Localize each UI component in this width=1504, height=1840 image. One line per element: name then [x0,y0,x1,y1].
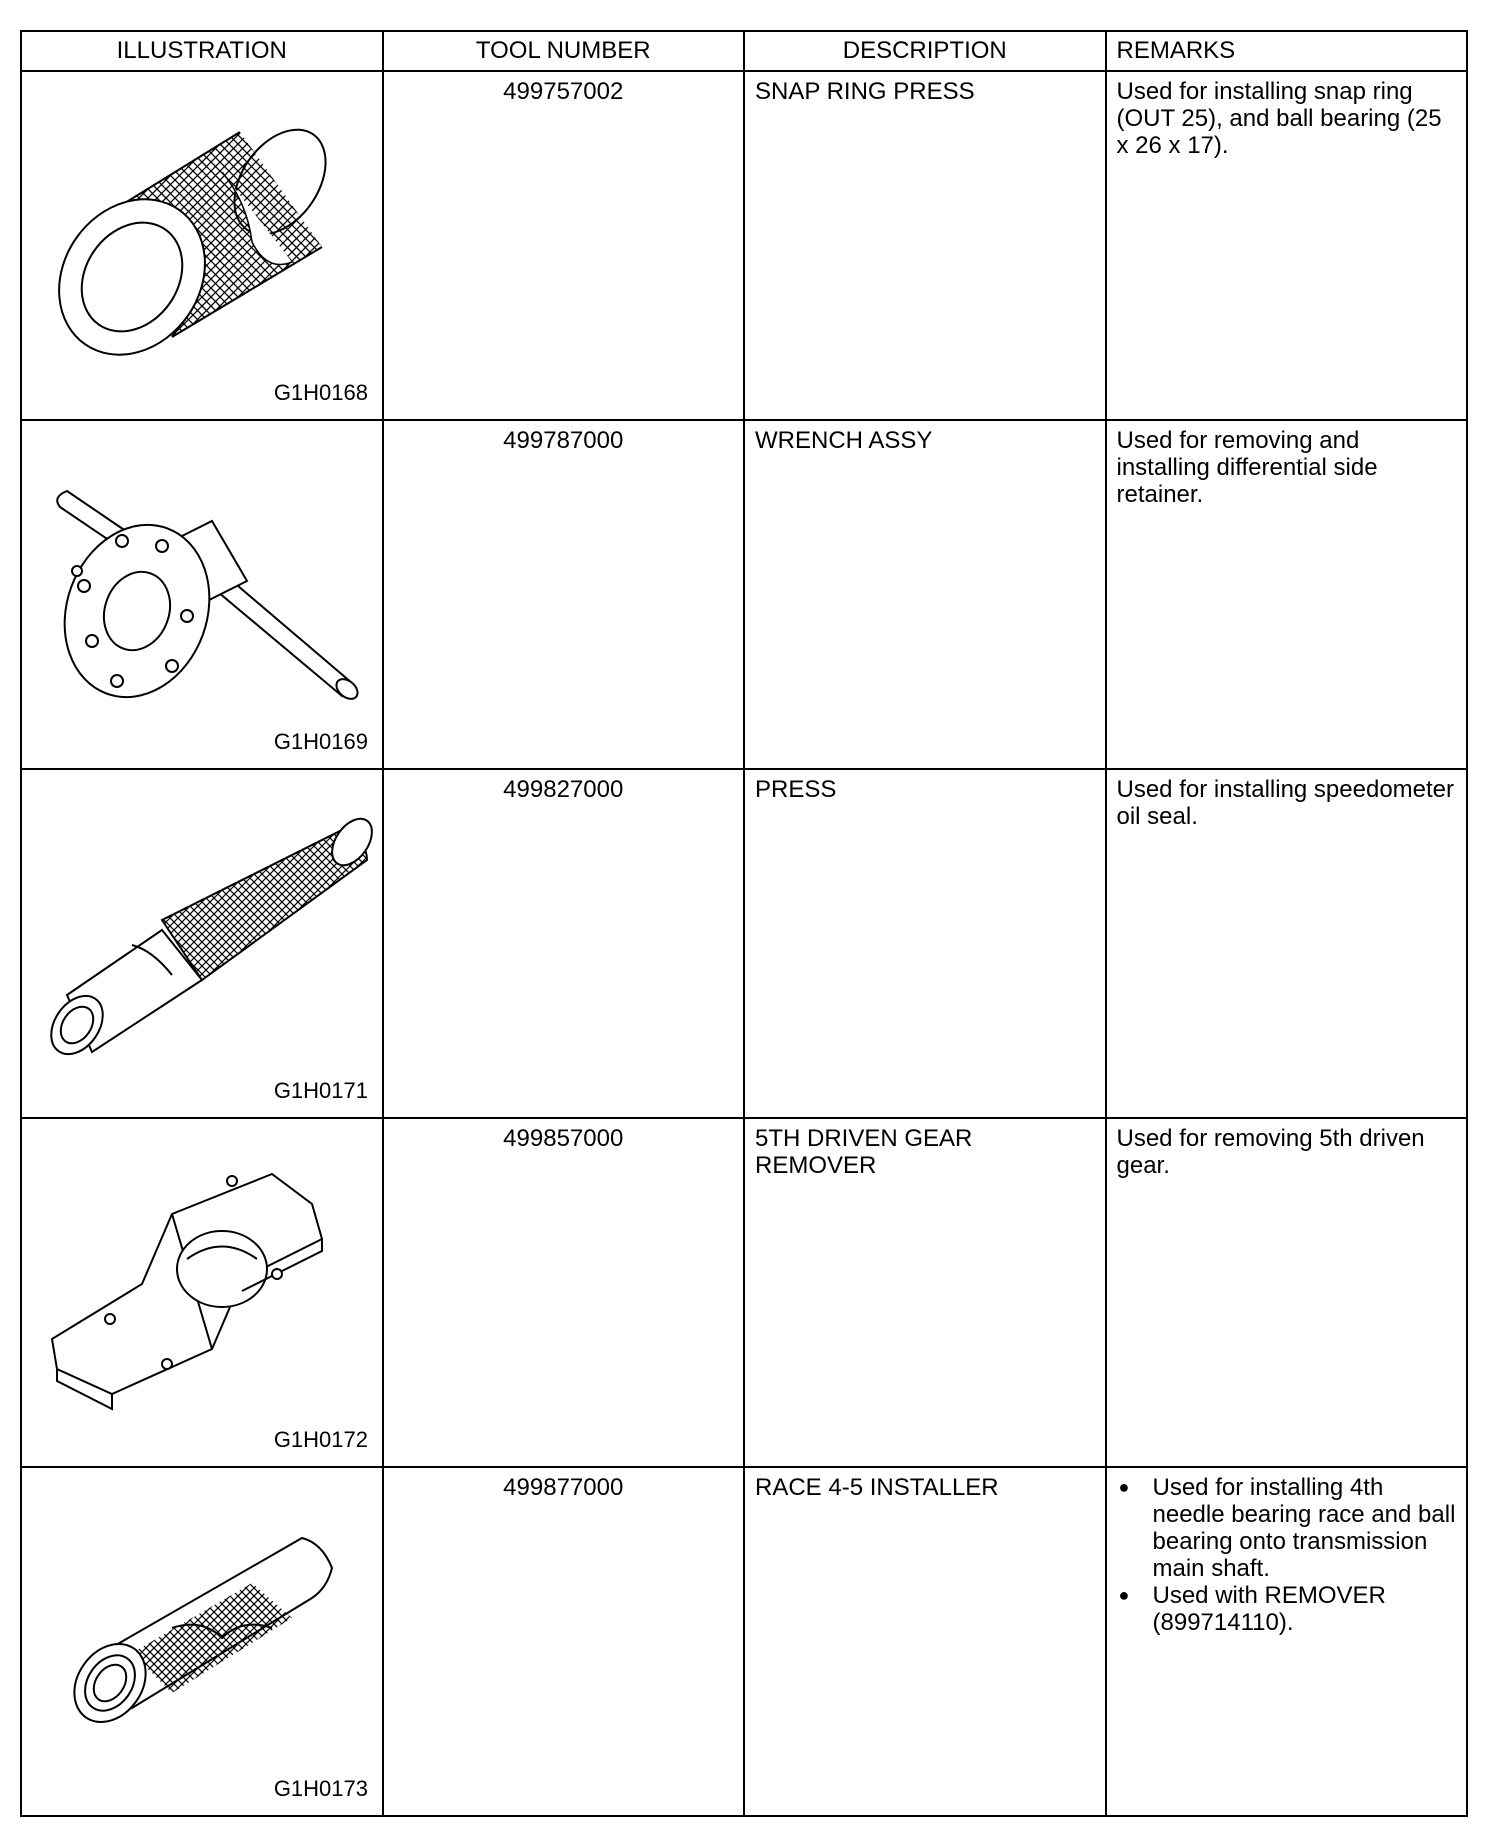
illustration-cell [21,420,383,769]
press-icon [22,770,384,1110]
tool-number: 499827000 [383,769,745,1118]
header-tool-number: TOOL NUMBER [383,31,745,71]
tool-number: 499877000 [383,1467,745,1816]
tool-number: 499787000 [383,420,745,769]
gear-remover-icon [22,1119,384,1459]
description: SNAP RING PRESS [744,71,1106,420]
remarks: Used for removing and installing differential side retainer. [1106,420,1468,769]
list-item: ● Used with REMOVER (899714110). [1117,1582,1457,1636]
remarks [1106,1467,1468,1816]
description: PRESS [744,769,1106,1118]
table-row [21,769,1467,1118]
description: 5TH DRIVEN GEAR REMOVER [744,1118,1106,1467]
wrench-assy-icon [22,421,384,761]
remarks: Used for removing 5th driven gear. [1106,1118,1468,1467]
table-header-row [21,31,1467,71]
description: WRENCH ASSY [744,420,1106,769]
snap-ring-press-icon [22,72,384,412]
illustration-cell [21,1118,383,1467]
figure-code: G1H0171 [273,1078,368,1103]
figure-code: G1H0169 [273,729,368,754]
description: RACE 4-5 INSTALLER [744,1467,1106,1816]
table-row [21,1467,1467,1816]
header-description: DESCRIPTION [744,31,1106,71]
remarks: Used for installing snap ring (OUT 25), and ball bearing (25 x 26 x 17). [1106,71,1468,420]
figure-code: G1H0173 [273,1776,368,1801]
figure-code: G1H0172 [273,1427,368,1452]
illustration-cell [21,71,383,420]
remarks: Used for installing speedometer oil seal. [1106,769,1468,1118]
race-installer-icon [22,1468,384,1808]
table-row [21,420,1467,769]
tool-number: 499757002 [383,71,745,420]
header-illustration: ILLUSTRATION [21,31,383,71]
table-row [21,1118,1467,1467]
remarks-list [1117,1474,1457,1636]
tool-number: 499857000 [383,1118,745,1467]
table-row [21,71,1467,420]
figure-code: G1H0168 [273,380,368,405]
header-remarks: REMARKS [1106,31,1468,71]
list-item: ● Used for installing 4th needle bearing race and ball bearing onto transmission main shaft. [1117,1474,1457,1582]
illustration-cell [21,1467,383,1816]
special-tools-table [20,30,1468,1817]
illustration-cell [21,769,383,1118]
